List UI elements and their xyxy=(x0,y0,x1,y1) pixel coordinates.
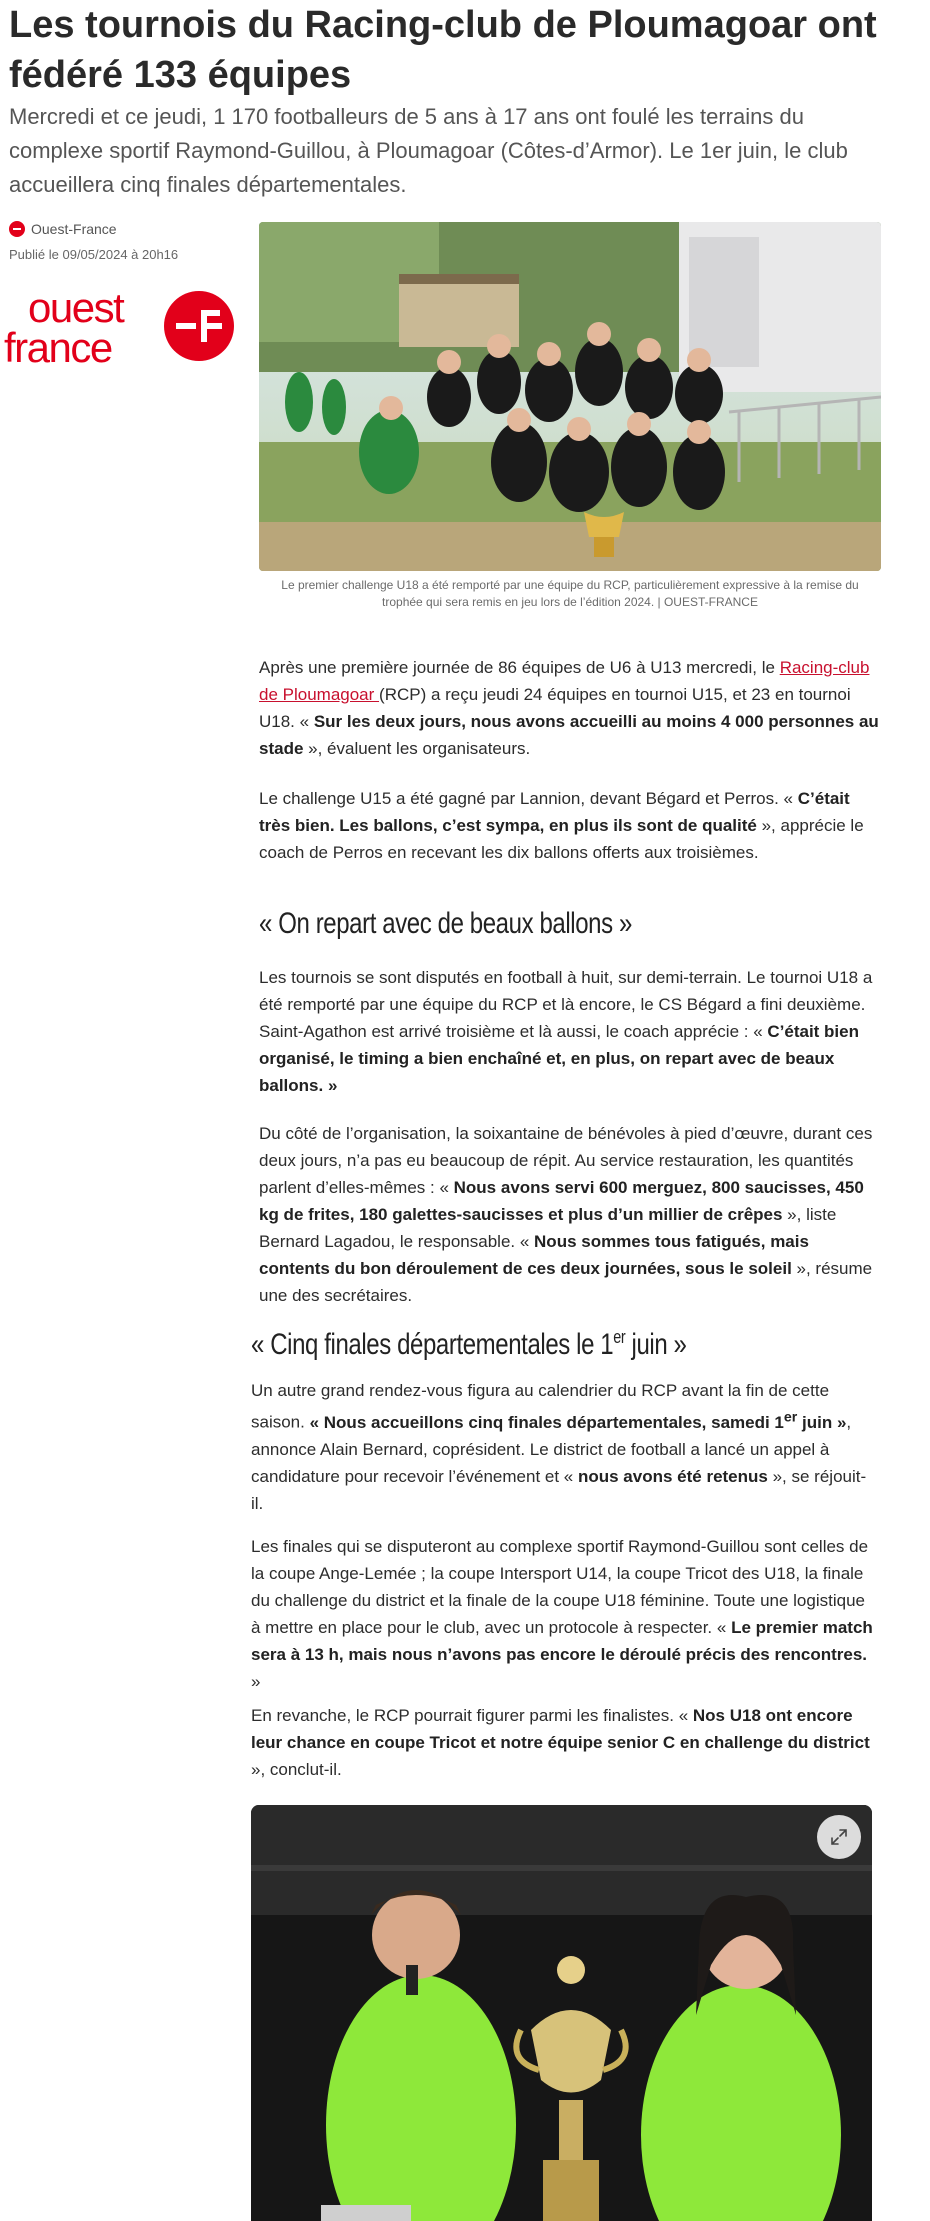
source-name[interactable]: Ouest-France xyxy=(31,221,117,237)
subhead2-text-b: juin » xyxy=(625,1328,687,1361)
paragraph-7 xyxy=(251,1702,877,1783)
p5-quote-2: nous avons été retenus xyxy=(577,1466,773,1486)
p5-quote-1-a: « Nous accueillons cinq finales départementales, samedi 1 xyxy=(309,1412,784,1432)
logo-word-france: france xyxy=(4,324,112,366)
photo-illustration xyxy=(259,222,881,571)
ouest-france-icon xyxy=(9,221,25,237)
p6-text-a: Les finales qui se disputeront au complexe sportif Raymond-Guillou sont celles de la coupe Ange-Lemée ; la coupe Intersport U14, la coupe Tricot des U18, la finale du challenge du district et la finale de la coupe U18 féminine. Toute une logistique à mettre en place pour le club, avec un protocole à respecter. « xyxy=(251,1537,869,1637)
p3-quote: C’était bien organisé, le timing a bien enchaîné et, en plus, on repart avec de beaux ballons. » xyxy=(259,1022,859,1095)
paragraph-2 xyxy=(259,785,881,866)
p5-quote-1 xyxy=(309,1409,847,1432)
p4-text-b: », liste Bernard Lagadou, le responsable. « xyxy=(259,1205,837,1251)
p7-text-a: En revanche, le RCP pourrait figurer parmi les finalistes. « xyxy=(251,1706,693,1725)
subheading-beaux-ballons: « On repart avec de beaux ballons » xyxy=(259,907,632,940)
publication-date: Publié le 09/05/2024 à 20h16 xyxy=(9,247,179,262)
p1-quote: Sur les deux jours, nous avons accueilli au moins 4 000 personnes au stade xyxy=(259,712,879,758)
expand-image-button[interactable] xyxy=(817,1815,861,1859)
paragraph-1 xyxy=(259,654,881,762)
subhead2-sup: er xyxy=(613,1327,626,1347)
p2-quote: C’était très bien. Les ballons, c’est sympa, en plus ils sont de qualité xyxy=(259,789,850,835)
subheading-cinq-finales xyxy=(251,1317,687,1365)
article-title: Les tournois du Racing-club de Ploumagoar ont fédéré 133 équipes xyxy=(9,4,877,96)
subhead2-text-a: « Cinq finales départementales le 1 xyxy=(251,1328,614,1361)
expand-icon xyxy=(829,1827,849,1847)
p5-text-b: , annonce Alain Bernard, coprésident. Le district de football a lancé un appel à candidature pour recevoir l’événement et « xyxy=(251,1412,852,1486)
p1-text-a: Après une première journée de 86 équipes de U6 à U13 mercredi, le xyxy=(259,658,780,677)
paragraph-5 xyxy=(251,1377,877,1517)
source-line xyxy=(9,221,117,237)
p5-quote-1-b: juin » xyxy=(797,1412,847,1432)
p5-quote-1-sup: er xyxy=(783,1409,798,1425)
p6-quote: Le premier match sera à 13 h, mais nous n’avons pas encore le déroulé précis des rencontres. xyxy=(251,1618,873,1664)
p7-quote: Nos U18 ont encore leur chance en coupe Tricot et notre équipe senior C en challenge du district xyxy=(251,1706,870,1752)
p1-text-c: », évaluent les organisateurs. xyxy=(308,739,531,758)
logo-word-ouest: ouest xyxy=(28,286,124,331)
paragraph-4 xyxy=(259,1120,881,1309)
organizers-photo[interactable] xyxy=(251,1805,872,2221)
p2-text-a: Le challenge U15 a été gagné par Lannion, devant Bégard et Perros. « xyxy=(259,789,798,808)
photo-illustration-2 xyxy=(251,1805,872,2221)
p2-text-b: », apprécie le coach de Perros en recevant les dix ballons offerts aux troisièmes. xyxy=(259,816,864,862)
p4-quote-2: Nous sommes tous fatigués, mais contents du bon déroulement de ces deux journées, sous le soleil xyxy=(259,1232,809,1278)
ouest-france-logo[interactable] xyxy=(2,286,238,366)
p6-text-b: » xyxy=(251,1672,261,1691)
paragraph-3 xyxy=(259,964,881,1099)
p4-text-c: », résume une des secrétaires. xyxy=(259,1259,873,1305)
article-standfirst: Mercredi et ce jeudi, 1 170 footballeurs de 5 ans à 17 ans ont foulé les terrains du complexe sportif Raymond-Guillou, à Ploumagoar (Côtes-d’Armor). Le 1er juin, le club accueillera cinq finales départementales. xyxy=(9,104,848,197)
p3-text-a: Les tournois se sont disputés en football à huit, sur demi-terrain. Le tournoi U18 a été remporté par une équipe du RCP et là encore, le CS Bégard a fini deuxième. Saint-Agathon est arrivé troisième et là aussi, le coach apprécie : « xyxy=(259,968,873,1041)
p5-text-c: », se réjouit-il. xyxy=(251,1466,867,1513)
ouest-france-logo-icon xyxy=(164,291,234,361)
p1-text-b: (RCP) a reçu jeudi 24 équipes en tournoi U15, et 23 en tournoi U18. « xyxy=(259,685,851,731)
photo-caption: Le premier challenge U18 a été remporté par une équipe du RCP, particulièrement expressive à la remise du trophée qui sera remis en jeu lors de l’édition 2024. | OUEST-FRANCE xyxy=(281,578,859,609)
tournament-winners-photo[interactable] xyxy=(259,222,881,571)
p4-quote-1: Nous avons servi 600 merguez, 800 saucisses, 450 kg de frites, 180 galettes-saucisses et plus d’un millier de crêpes xyxy=(259,1178,864,1224)
p5-text-a: Un autre grand rendez-vous figura au calendrier du RCP avant la fin de cette saison. xyxy=(251,1381,830,1432)
p7-text-b: », conclut-il. xyxy=(251,1760,342,1779)
paragraph-6 xyxy=(251,1533,877,1695)
p4-text-a: Du côté de l’organisation, la soixantaine de bénévoles à pied d’œuvre, durant ces deux jours, n’a pas eu beaucoup de répit. Au service restauration, les quantités parlent d’elles-mêmes : « xyxy=(259,1124,873,1197)
racing-club-link[interactable]: Racing-club de Ploumagoar xyxy=(259,658,870,704)
